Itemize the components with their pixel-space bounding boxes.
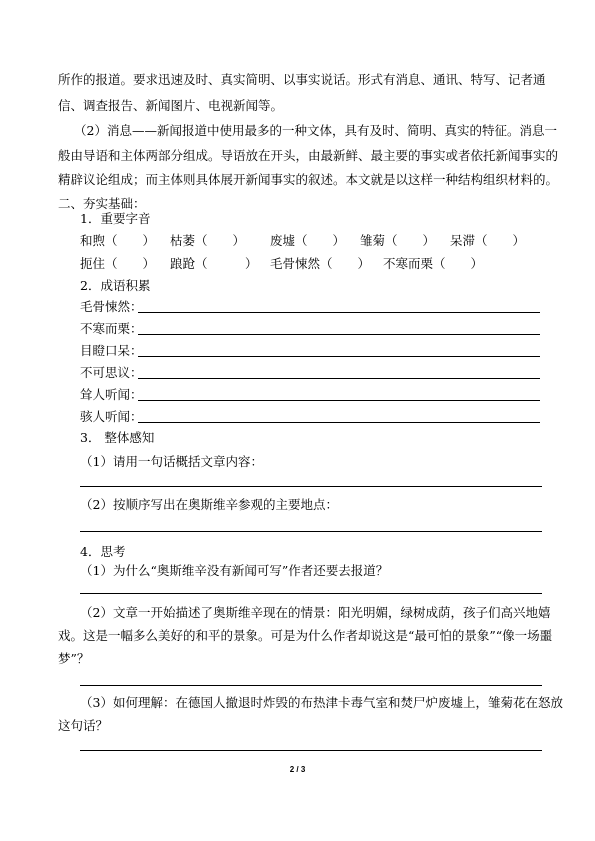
paragraph-line: 信、调查报告、新闻图片、电视新闻等。 [58, 98, 284, 113]
answer-line[interactable] [138, 334, 540, 335]
q4-sub2-line: 戏。这是一幅多么美好的和平的景象。可是为什么作者却说这是“最可怕的景象”“像一场噩 [58, 628, 553, 643]
pinyin-item: 不寒而栗（ ） [383, 256, 484, 271]
pinyin-item: 踉跄（ ） [170, 256, 258, 271]
answer-line[interactable] [138, 356, 540, 357]
pinyin-item: 毛骨悚然（ ） [270, 256, 371, 271]
pinyin-item: 和煦（ ） [80, 233, 156, 248]
answer-line[interactable] [138, 400, 540, 401]
q4-sub2-line: （2）文章一开始描述了奥斯维辛现在的情景：阳光明媚，绿树成荫，孩子们高兴地嬉 [80, 605, 551, 620]
paragraph-line: （2）消息——新闻报道中使用最多的一种文体，具有及时、简明、真实的特征。消息一 [74, 123, 557, 138]
pinyin-item: 呆滞（ ） [450, 233, 526, 248]
paragraph-line: 般由导语和主体两部分组成。导语放在开头，由最新鲜、最主要的事实或者依托新闻事实的 [58, 148, 559, 163]
q3-heading: 3． 整体感知 [80, 430, 155, 445]
q4-sub2-line: 梦”？ [58, 651, 90, 666]
answer-line[interactable] [138, 378, 540, 379]
idiom-label: 骇人听闻： [80, 409, 143, 424]
answer-line[interactable] [80, 750, 542, 751]
answer-line[interactable] [80, 486, 542, 487]
page-number: 2 / 3 [289, 765, 306, 774]
paragraph-line: 精辟议论组成；而主体则具体展开新闻事实的叙述。本文就是以这样一种结构组织材料的。 [58, 172, 559, 187]
q4-sub3-line: 这句话？ [58, 718, 109, 733]
pinyin-item: 枯萎（ ） [170, 233, 246, 248]
q2-heading: 2．成语积累 [80, 278, 151, 293]
idiom-label: 毛骨悚然： [80, 299, 143, 314]
q4-sub3-line: （3）如何理解：在德国人撤退时炸毁的布热津卡毒气室和焚尸炉废墟上，雏菊花在怒放 [80, 695, 563, 710]
q1-heading: 1．重要字音 [80, 211, 151, 226]
paragraph-line: 所作的报道。要求迅速及时、真实简明、以事实说话。形式有消息、通讯、特写、记者通 [58, 72, 546, 87]
idiom-label: 不可思议： [80, 365, 143, 380]
answer-line[interactable] [80, 685, 542, 686]
section-heading: 二、夯实基础： [58, 196, 146, 211]
q3-sub1: （1）请用一句话概括文章内容： [80, 454, 263, 469]
idiom-label: 目瞪口呆： [80, 343, 143, 358]
pinyin-item: 雏菊（ ） [360, 233, 436, 248]
q3-sub2: （2）按顺序写出在奥斯维辛参观的主要地点： [80, 497, 338, 512]
answer-line[interactable] [138, 422, 540, 423]
pinyin-item: 废墟（ ） [270, 233, 346, 248]
answer-line[interactable] [80, 593, 542, 594]
pinyin-item: 扼住（ ） [80, 256, 156, 271]
answer-line[interactable] [138, 312, 540, 313]
q4-sub1: （1）为什么“奥斯维辛没有新闻可写”作者还要去报道？ [80, 563, 389, 578]
answer-line[interactable] [80, 531, 542, 532]
idiom-label: 耸人听闻： [80, 387, 143, 402]
q4-heading: 4．思考 [80, 544, 126, 559]
idiom-label: 不寒而栗： [80, 321, 143, 336]
